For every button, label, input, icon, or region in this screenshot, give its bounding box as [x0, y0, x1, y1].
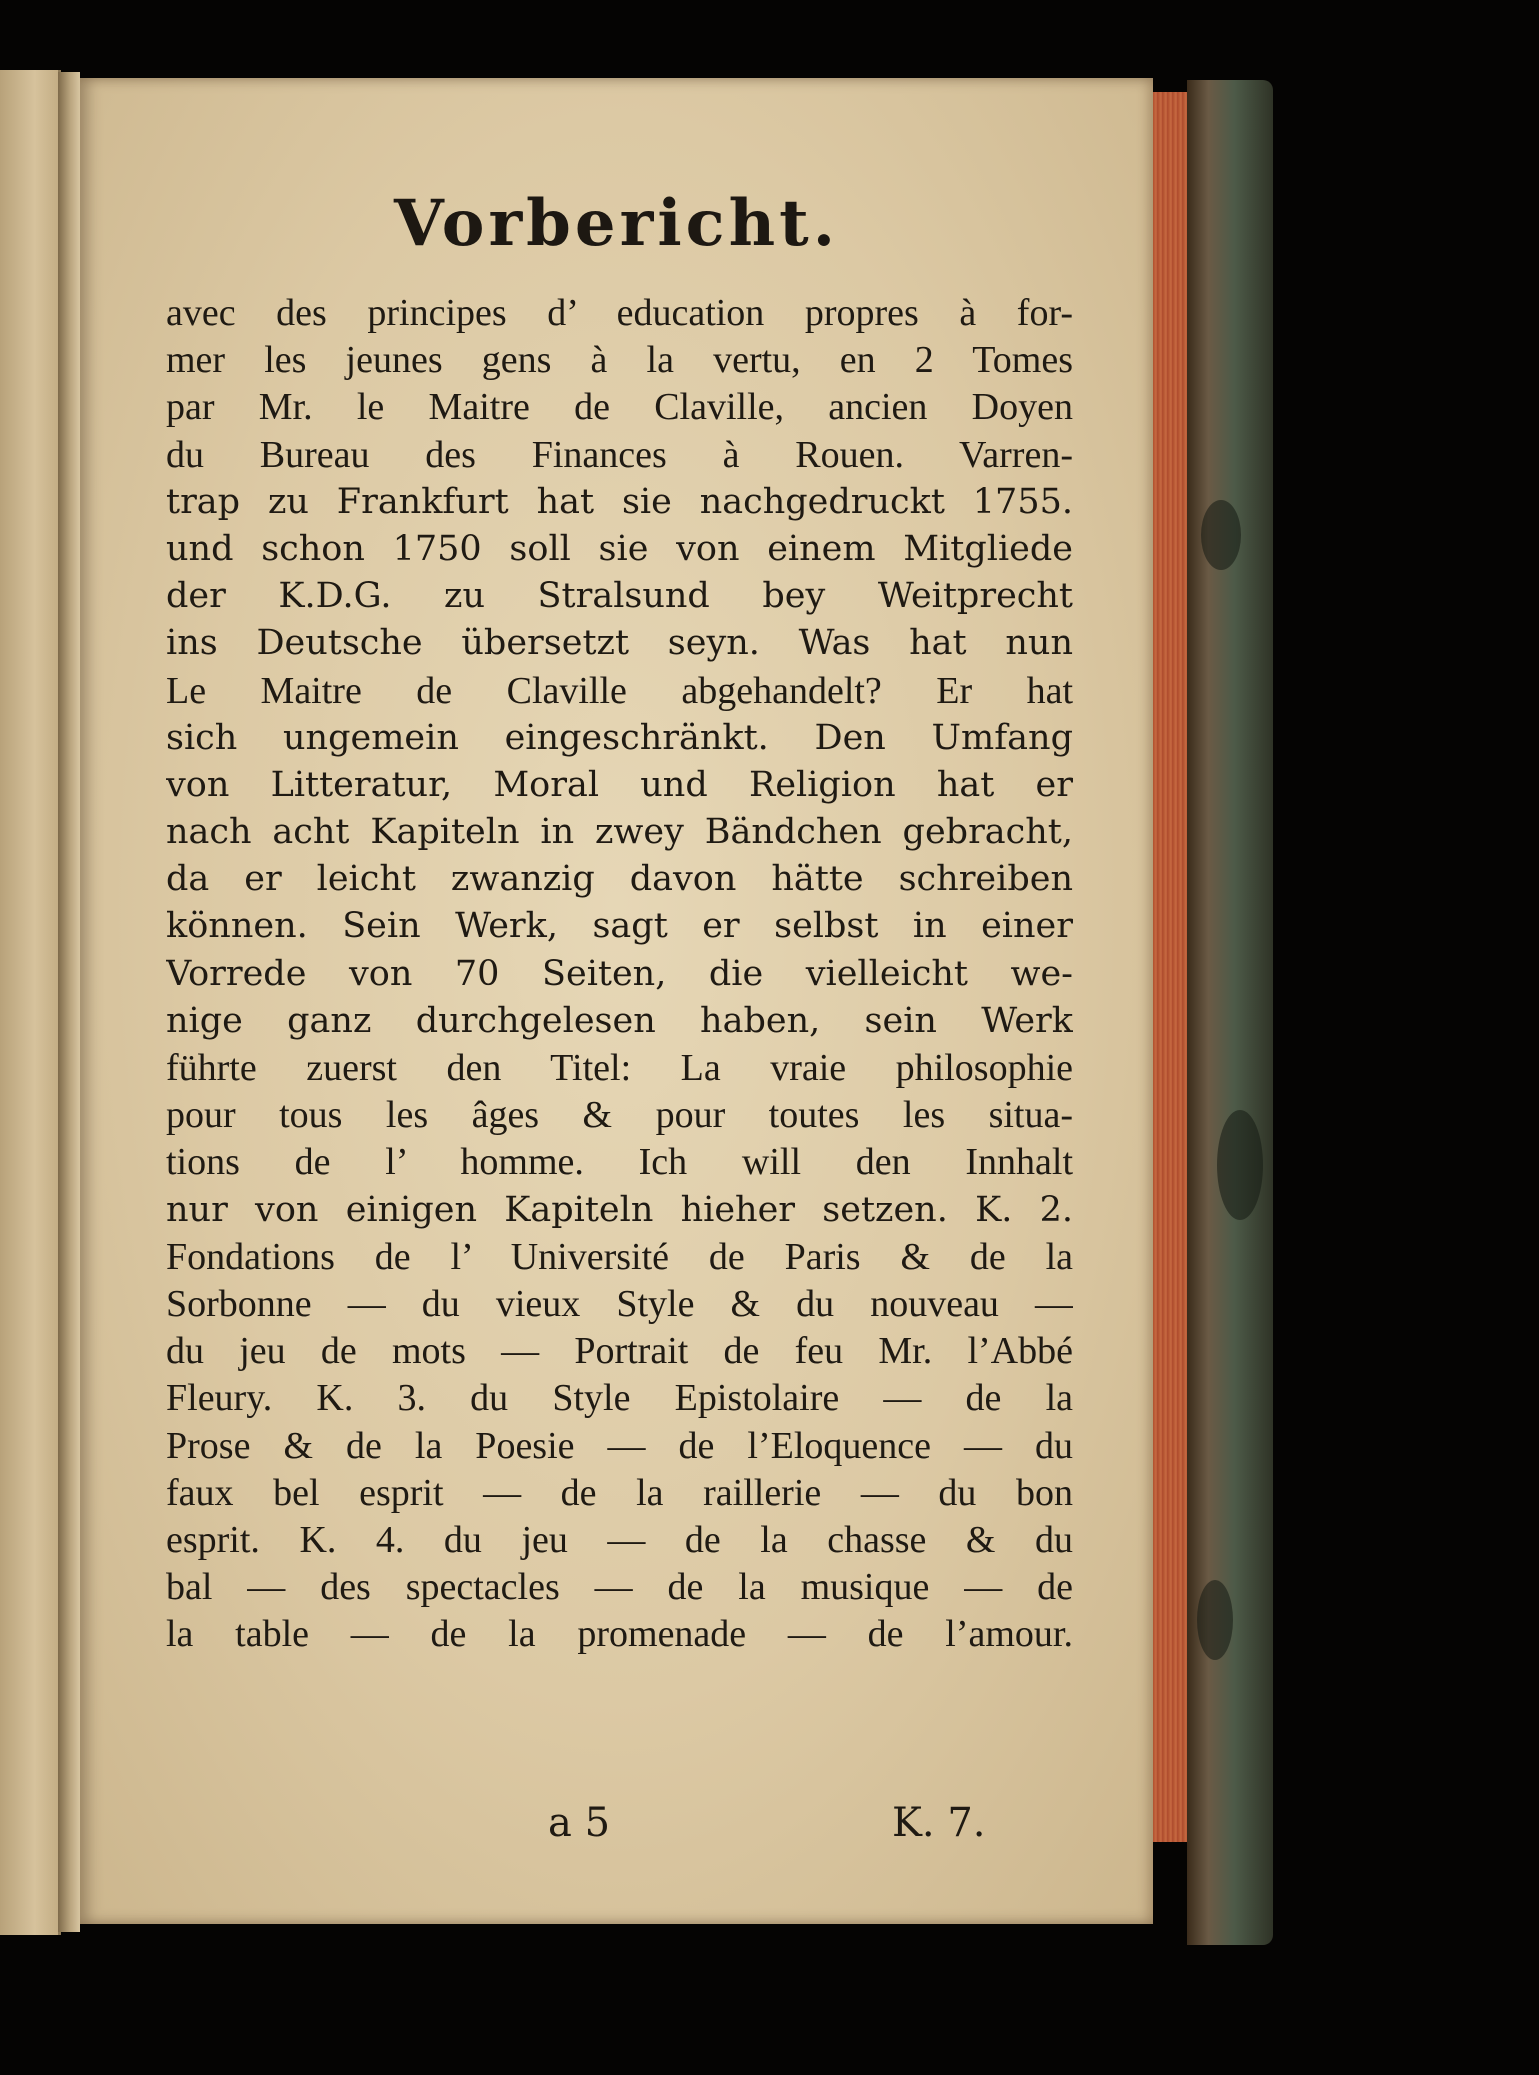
catchword: K. 7.	[892, 1800, 986, 1846]
text-line: esprit. K. 4. du jeu — de la chasse & du	[166, 1518, 1073, 1561]
cover-wear-mark	[1197, 1580, 1233, 1660]
text-line: tions de l’ homme. Ich will den Innhalt	[166, 1141, 1073, 1184]
cover-wear-mark	[1217, 1110, 1263, 1220]
text-line: nur von einigen Kapiteln hieher setzen. K. 2.	[166, 1189, 1073, 1230]
text-line: Prose & de la Poesie — de l’Eloquence — du	[166, 1424, 1073, 1467]
text-line: Fondations de l’ Université de Paris & de la	[166, 1235, 1073, 1278]
text-line: nach acht Kapiteln in zwey Bändchen gebracht,	[166, 812, 1073, 853]
text-line: können. Sein Werk, sagt er selbst in einer	[166, 906, 1073, 947]
text-line: la table — de la promenade — de l’amour.	[166, 1613, 1073, 1656]
text-line: der K.D.G. zu Stralsund bey Weitprecht	[166, 576, 1073, 617]
page-body-text	[166, 290, 1073, 1658]
text-line: Le Maitre de Claville abgehandelt? Er hat	[166, 669, 1073, 712]
text-line: du Bureau des Finances à Rouen. Varren-	[166, 433, 1073, 476]
text-line: avec des principes d’ education propres à for-	[166, 292, 1073, 334]
running-head: Vorbericht.	[393, 186, 840, 261]
book-page	[80, 78, 1153, 1924]
text-line: Fleury. K. 3. du Style Epistolaire — de la	[166, 1377, 1073, 1420]
text-line: du jeu de mots — Portrait de feu Mr. l’Abbé	[166, 1330, 1073, 1373]
text-line: von Litteratur, Moral und Religion hat er	[166, 764, 1073, 805]
facing-page-edge	[0, 70, 61, 1935]
text-line: sich ungemein eingeschränkt. Den Umfang	[166, 717, 1073, 758]
text-line: und schon 1750 soll sie von einem Mitgliede	[166, 528, 1073, 569]
text-line: faux bel esprit — de la raillerie — du bon	[166, 1471, 1073, 1514]
book-cover	[1187, 80, 1273, 1945]
text-line: Sorbonne — du vieux Style & du nouveau —	[166, 1282, 1073, 1325]
red-page-edges	[1153, 92, 1187, 1842]
book-gutter	[58, 72, 80, 1932]
text-line: bal — des spectacles — de la musique — de	[166, 1566, 1073, 1609]
text-line: par Mr. le Maitre de Claville, ancien Doyen	[166, 386, 1073, 429]
text-line: mer les jeunes gens à la vertu, en 2 Tomes	[166, 339, 1073, 382]
cover-wear-mark	[1201, 500, 1241, 570]
text-line: ins Deutsche übersetzt seyn. Was hat nun	[166, 623, 1073, 664]
text-line: trap zu Frankfurt hat sie nachgedruckt 1755.	[166, 481, 1073, 522]
text-line: nige ganz durchgelesen haben, sein Werk	[166, 1000, 1073, 1041]
signature-mark: a 5	[548, 1800, 611, 1846]
text-line: Vorrede von 70 Seiten, die vielleicht we-	[166, 953, 1073, 994]
text-line: da er leicht zwanzig davon hätte schreiben	[166, 859, 1073, 900]
text-line: führte zuerst den Titel: La vraie philosophie	[166, 1047, 1073, 1089]
text-line: pour tous les âges & pour toutes les situa-	[166, 1094, 1073, 1137]
